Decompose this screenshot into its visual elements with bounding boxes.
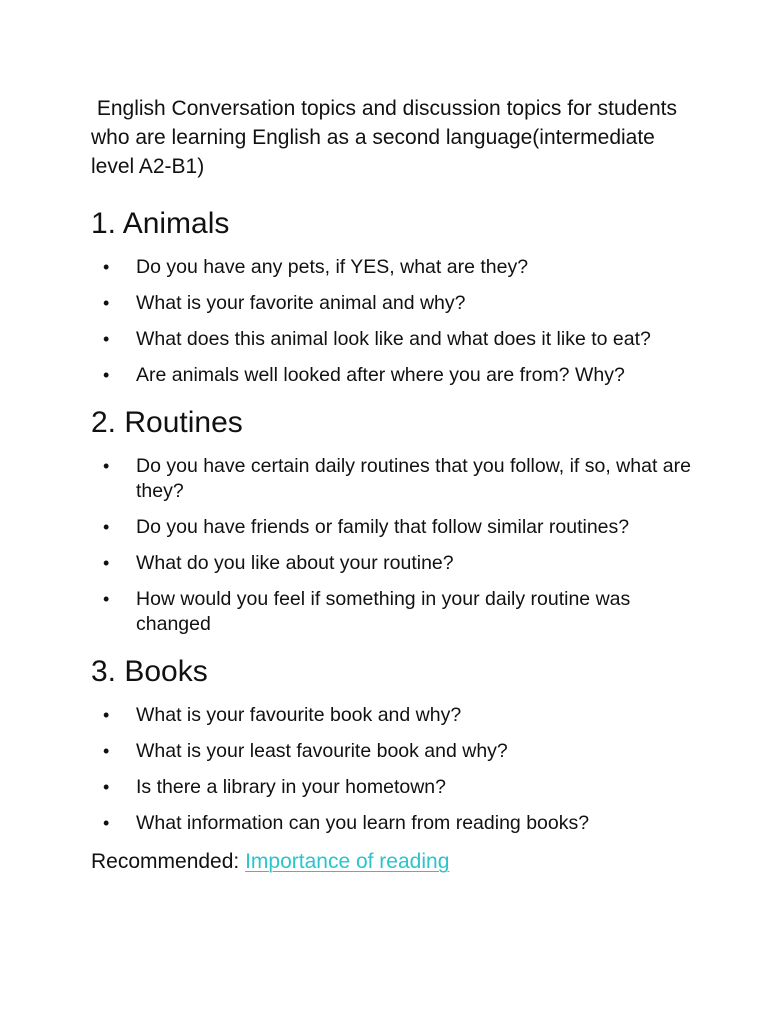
question-text: Do you have friends or family that follow similar routines? bbox=[136, 516, 630, 538]
list-item bbox=[91, 327, 691, 352]
document-page bbox=[91, 94, 691, 876]
bullet-icon: • bbox=[103, 777, 110, 797]
section-heading-routines: 2. Routines bbox=[91, 406, 243, 439]
bullet-icon: • bbox=[103, 741, 110, 761]
bullet-icon: • bbox=[103, 365, 110, 385]
question-text: Do you have certain daily routines that you follow, if so, what are they? bbox=[136, 455, 691, 502]
question-list-routines bbox=[91, 454, 691, 637]
bullet-icon: • bbox=[103, 456, 110, 476]
section-heading-animals: 1. Animals bbox=[91, 207, 230, 240]
bullet-icon: • bbox=[103, 517, 110, 537]
bullet-icon: • bbox=[103, 813, 110, 833]
question-text: Do you have any pets, if YES, what are they? bbox=[136, 256, 529, 278]
bullet-icon: • bbox=[103, 257, 110, 277]
list-item bbox=[91, 291, 691, 316]
list-item bbox=[91, 587, 691, 637]
question-text: What do you like about your routine? bbox=[136, 552, 454, 574]
list-item bbox=[91, 703, 691, 728]
importance-of-reading-link[interactable]: Importance of reading bbox=[245, 850, 450, 873]
question-text: What is your least favourite book and why? bbox=[136, 740, 508, 762]
list-item bbox=[91, 811, 691, 836]
question-text: How would you feel if something in your daily routine was changed bbox=[136, 588, 631, 635]
bullet-icon: • bbox=[103, 329, 110, 349]
list-item bbox=[91, 515, 691, 540]
question-text: What does this animal look like and what does it like to eat? bbox=[136, 328, 651, 350]
list-item bbox=[91, 551, 691, 576]
question-text: Is there a library in your hometown? bbox=[136, 776, 446, 798]
bullet-icon: • bbox=[103, 589, 110, 609]
section-heading-books: 3. Books bbox=[91, 655, 208, 688]
recommended-line bbox=[91, 848, 691, 876]
list-item bbox=[91, 454, 691, 504]
recommended-label: Recommended: bbox=[91, 850, 246, 873]
list-item bbox=[91, 363, 691, 388]
bullet-icon: • bbox=[103, 705, 110, 725]
question-list-animals bbox=[91, 255, 691, 388]
list-item bbox=[91, 775, 691, 800]
bullet-icon: • bbox=[103, 293, 110, 313]
list-item bbox=[91, 255, 691, 280]
question-text: What information can you learn from reading books? bbox=[136, 812, 590, 834]
bullet-icon: • bbox=[103, 553, 110, 573]
question-text: What is your favourite book and why? bbox=[136, 704, 462, 726]
question-text: Are animals well looked after where you are from? Why? bbox=[136, 364, 625, 386]
question-list-books bbox=[91, 703, 691, 836]
intro-paragraph: English Conversation topics and discussion topics for students who are learning English as a second language(intermediate level A2-B1) bbox=[91, 97, 683, 178]
question-text: What is your favorite animal and why? bbox=[136, 292, 466, 314]
list-item bbox=[91, 739, 691, 764]
